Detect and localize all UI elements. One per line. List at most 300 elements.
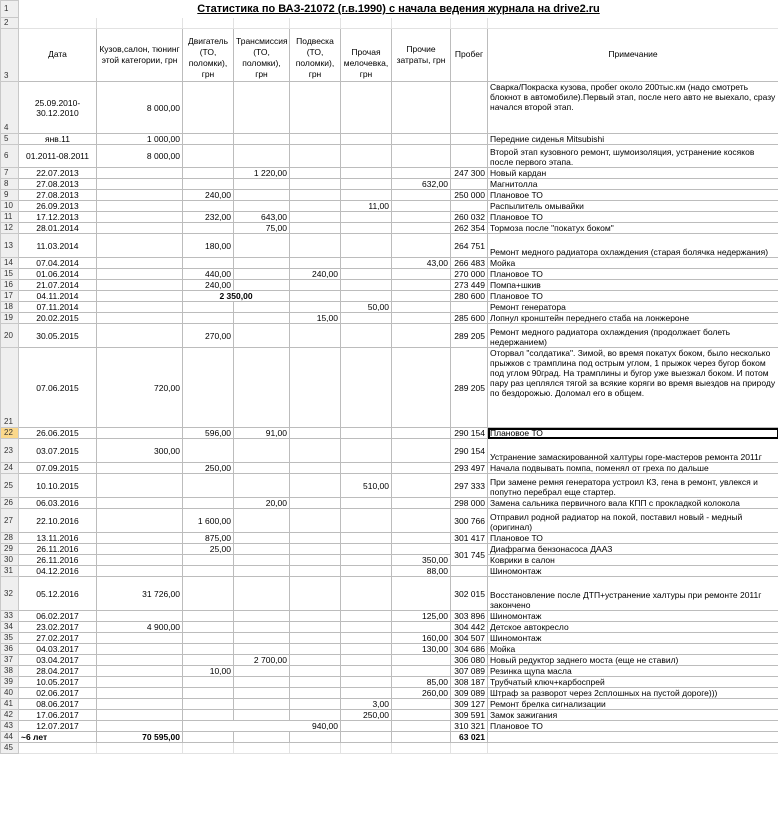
cell-date[interactable]: 27.08.2013 [19, 190, 97, 201]
cell-transmission[interactable] [234, 688, 290, 699]
cell-note[interactable]: Шиномонтаж [488, 611, 778, 622]
cell-mileage[interactable]: 310 321 [451, 721, 488, 732]
cell-other[interactable] [392, 168, 451, 179]
cell-mileage[interactable]: 306 080 [451, 655, 488, 666]
cell-body[interactable] [97, 688, 183, 699]
cell-engine[interactable] [183, 732, 234, 743]
row-header[interactable]: 38 [1, 666, 19, 677]
cell-mileage[interactable]: 63 021 [451, 732, 488, 743]
cell-engine[interactable] [183, 145, 234, 168]
cell-misc[interactable]: 510,00 [341, 474, 392, 498]
cell-other[interactable]: 160,00 [392, 633, 451, 644]
cell-other[interactable] [392, 212, 451, 223]
cell-other[interactable] [392, 134, 451, 145]
cell-note[interactable]: Ремонт брелка сигнализации [488, 699, 778, 710]
cell-other[interactable] [392, 509, 451, 533]
cell[interactable] [234, 743, 290, 754]
cell-mileage[interactable]: 247 300 [451, 168, 488, 179]
row-header[interactable]: 13 [1, 234, 19, 258]
cell-mileage[interactable]: 290 154 [451, 439, 488, 463]
cell-engine[interactable]: 875,00 [183, 533, 234, 544]
row-header[interactable]: 35 [1, 633, 19, 644]
cell-body[interactable]: 70 595,00 [97, 732, 183, 743]
cell-suspension[interactable] [290, 509, 341, 533]
cell-other[interactable]: 260,00 [392, 688, 451, 699]
cell-transmission[interactable] [234, 509, 290, 533]
cell-mileage[interactable] [451, 566, 488, 577]
cell-misc[interactable] [341, 439, 392, 463]
cell-note[interactable]: Ремонт генератора [488, 302, 778, 313]
cell-mileage[interactable]: 300 766 [451, 509, 488, 533]
cell-other[interactable] [392, 269, 451, 280]
cell-other[interactable] [392, 82, 451, 134]
cell-misc[interactable]: 50,00 [341, 302, 392, 313]
cell-transmission[interactable] [234, 699, 290, 710]
cell-other[interactable] [392, 655, 451, 666]
cell-suspension[interactable] [290, 655, 341, 666]
cell-misc[interactable] [341, 348, 392, 428]
cell-engine[interactable] [183, 566, 234, 577]
cell-other[interactable]: 85,00 [392, 677, 451, 688]
cell-transmission[interactable] [234, 280, 290, 291]
cell-note[interactable]: Лопнул кронштейн переднего стаба на лонжероне [488, 313, 778, 324]
cell-mileage[interactable]: 290 154 [451, 428, 488, 439]
cell-engine[interactable] [183, 555, 234, 566]
row-header[interactable]: 14 [1, 258, 19, 269]
cell-other[interactable] [392, 302, 451, 313]
cell-misc[interactable] [341, 498, 392, 509]
cell[interactable] [97, 743, 183, 754]
cell-mileage[interactable]: 270 000 [451, 269, 488, 280]
cell-engine[interactable] [183, 201, 234, 212]
cell-transmission[interactable] [234, 533, 290, 544]
cell-suspension[interactable] [290, 280, 341, 291]
cell-body[interactable] [97, 269, 183, 280]
cell-mileage[interactable]: 301 745 [451, 544, 488, 566]
cell-mileage[interactable]: 264 751 [451, 234, 488, 258]
cell-note[interactable]: Ремонт медного радиатора охлаждения (продолжает болеть недержанием) [488, 324, 778, 348]
cell[interactable] [19, 18, 97, 29]
cell-note[interactable]: Плановое ТО [488, 291, 778, 302]
cell-engine[interactable] [183, 633, 234, 644]
row-header[interactable]: 39 [1, 677, 19, 688]
cell-mileage[interactable]: 293 497 [451, 463, 488, 474]
cell-suspension[interactable] [290, 145, 341, 168]
cell-suspension[interactable] [290, 190, 341, 201]
cell-misc[interactable] [341, 463, 392, 474]
cell-mileage[interactable]: 304 507 [451, 633, 488, 644]
cell-transmission[interactable] [234, 179, 290, 190]
cell-date[interactable]: 04.03.2017 [19, 644, 97, 655]
cell-other[interactable] [392, 710, 451, 721]
cell-note[interactable]: Отправил родной радиатор на покой, поставил новый - медный (оригинал) [488, 509, 778, 533]
cell-body[interactable]: 31 726,00 [97, 577, 183, 611]
cell-date[interactable]: 13.11.2016 [19, 533, 97, 544]
cell-body[interactable]: 4 900,00 [97, 622, 183, 633]
cell-misc[interactable] [341, 721, 392, 732]
row-header[interactable]: 11 [1, 212, 19, 223]
cell-date[interactable]: 26.06.2015 [19, 428, 97, 439]
cell[interactable] [341, 18, 392, 29]
cell-mileage[interactable]: 309 089 [451, 688, 488, 699]
cell-engine[interactable]: 440,00 [183, 269, 234, 280]
cell-other[interactable] [392, 666, 451, 677]
cell-engine[interactable]: 180,00 [183, 234, 234, 258]
cell-suspension[interactable] [290, 134, 341, 145]
cell-transmission[interactable] [234, 732, 290, 743]
cell-engine[interactable]: 240,00 [183, 190, 234, 201]
cell-suspension[interactable] [290, 212, 341, 223]
cell-suspension[interactable] [290, 439, 341, 463]
cell[interactable] [451, 743, 488, 754]
cell-engine[interactable]: 240,00 [183, 280, 234, 291]
cell-note[interactable]: Распылитель омывайки [488, 201, 778, 212]
cell-suspension[interactable] [290, 533, 341, 544]
cell-date[interactable]: 22.10.2016 [19, 509, 97, 533]
cell-date[interactable]: 10.05.2017 [19, 677, 97, 688]
cell-misc[interactable] [341, 555, 392, 566]
cell-suspension[interactable] [290, 577, 341, 611]
row-header[interactable]: 19 [1, 313, 19, 324]
cell-other[interactable]: 632,00 [392, 179, 451, 190]
cell-other[interactable] [392, 291, 451, 302]
row-header[interactable]: 10 [1, 201, 19, 212]
cell-transmission[interactable] [234, 463, 290, 474]
cell-note[interactable]: Оторвал "солдатика". Зимой, во время покатух боком, было несколько прыжков с трамплина под острым углом, 1 прыжок через бугор боком под углом 90град. На трамплины и бугор уже выезжал боком. И потом пару раз цеплялся тягой за всякие коряги во время выездов на природу по бездорожью. Доломал его в общем. [488, 348, 778, 428]
cell-engine[interactable] [183, 498, 234, 509]
cell[interactable] [183, 743, 234, 754]
cell-misc[interactable] [341, 566, 392, 577]
cell-mileage[interactable] [451, 179, 488, 190]
cell-suspension[interactable] [290, 348, 341, 428]
cell-other[interactable] [392, 533, 451, 544]
cell-engine[interactable] [183, 348, 234, 428]
cell-misc[interactable] [341, 611, 392, 622]
cell-misc[interactable] [341, 577, 392, 611]
cell-other[interactable] [392, 190, 451, 201]
cell-misc[interactable] [341, 134, 392, 145]
cell-note[interactable]: Восстановление после ДТП+устранение халтуры при ремонте 2011г закончено [488, 577, 778, 611]
cell-date[interactable]: 02.06.2017 [19, 688, 97, 699]
cell-note[interactable]: Замок зажигания [488, 710, 778, 721]
cell-misc[interactable] [341, 313, 392, 324]
cell-body[interactable] [97, 474, 183, 498]
cell-note[interactable]: Плановое ТО [488, 212, 778, 223]
cell-other[interactable]: 88,00 [392, 566, 451, 577]
cell-transmission[interactable] [234, 666, 290, 677]
sheet-title[interactable]: Статистика по ВАЗ-21072 (г.в.1990) с начала ведения журнала на drive2.ru [19, 1, 778, 18]
cell[interactable] [488, 743, 778, 754]
header-body[interactable]: Кузов,салон, тюнинг этой категории, грн [97, 29, 183, 82]
cell-body[interactable] [97, 533, 183, 544]
cell-body[interactable] [97, 258, 183, 269]
cell-engine[interactable] [183, 677, 234, 688]
cell-body[interactable] [97, 168, 183, 179]
cell-note[interactable]: Замена сальника первичного вала КПП с прокладкой колокола [488, 498, 778, 509]
cell-misc[interactable] [341, 677, 392, 688]
cell-transmission[interactable] [234, 258, 290, 269]
cell[interactable] [19, 743, 97, 754]
cell-note[interactable]: Начала подвывать помпа, поменял от греха по дальше [488, 463, 778, 474]
cell-suspension[interactable] [290, 622, 341, 633]
cell-misc[interactable] [341, 269, 392, 280]
cell-other[interactable] [392, 223, 451, 234]
cell-date[interactable]: 17.06.2017 [19, 710, 97, 721]
row-header[interactable]: 1 [1, 1, 19, 18]
cell-transmission[interactable]: 91,00 [234, 428, 290, 439]
cell-engine[interactable] [183, 611, 234, 622]
cell-note[interactable]: Плановое ТО [488, 428, 778, 439]
cell-date[interactable]: 07.11.2014 [19, 302, 97, 313]
cell-transmission[interactable] [234, 302, 290, 313]
cell-date[interactable]: 20.02.2015 [19, 313, 97, 324]
cell-other[interactable]: 130,00 [392, 644, 451, 655]
cell-date[interactable]: 07.06.2015 [19, 348, 97, 428]
cell-suspension[interactable] [290, 474, 341, 498]
cell-note[interactable]: Тормоза после "покатух боком" [488, 223, 778, 234]
cell-body[interactable] [97, 428, 183, 439]
cell[interactable] [290, 18, 341, 29]
cell[interactable] [392, 18, 451, 29]
cell-body[interactable] [97, 190, 183, 201]
cell[interactable] [488, 18, 778, 29]
header-other[interactable]: Прочие затраты, грн [392, 29, 451, 82]
cell-misc[interactable] [341, 234, 392, 258]
cell-misc[interactable] [341, 428, 392, 439]
cell-body[interactable] [97, 201, 183, 212]
row-header[interactable]: 6 [1, 145, 19, 168]
cell-body[interactable] [97, 710, 183, 721]
cell-date[interactable]: 30.05.2015 [19, 324, 97, 348]
cell-date[interactable]: 12.07.2017 [19, 721, 97, 732]
row-header[interactable]: 34 [1, 622, 19, 633]
cell-misc[interactable] [341, 145, 392, 168]
cell-engine[interactable] [183, 439, 234, 463]
cell-suspension[interactable] [290, 168, 341, 179]
cell[interactable] [183, 18, 234, 29]
cell-note[interactable]: Плановое ТО [488, 269, 778, 280]
cell-misc[interactable] [341, 732, 392, 743]
cell-body[interactable] [97, 463, 183, 474]
row-header[interactable]: 36 [1, 644, 19, 655]
cell-other[interactable] [392, 699, 451, 710]
cell-date[interactable]: 27.02.2017 [19, 633, 97, 644]
cell-note[interactable]: Плановое ТО [488, 533, 778, 544]
cell-engine[interactable]: 25,00 [183, 544, 234, 555]
cell-body[interactable]: 720,00 [97, 348, 183, 428]
cell-mileage[interactable] [451, 145, 488, 168]
cell-mileage[interactable]: 303 896 [451, 611, 488, 622]
cell-date[interactable]: 17.12.2013 [19, 212, 97, 223]
cell-misc[interactable]: 250,00 [341, 710, 392, 721]
cell-transmission[interactable] [234, 577, 290, 611]
cell-note[interactable]: Новый редуктор заднего моста (еще не ставил) [488, 655, 778, 666]
cell-mileage[interactable]: 250 000 [451, 190, 488, 201]
cell-mileage[interactable]: 301 417 [451, 533, 488, 544]
cell-other[interactable] [392, 145, 451, 168]
cell-suspension[interactable] [290, 611, 341, 622]
cell-mileage[interactable] [451, 82, 488, 134]
cell-transmission[interactable] [234, 134, 290, 145]
cell-transmission[interactable] [234, 234, 290, 258]
row-header[interactable]: 9 [1, 190, 19, 201]
cell-mileage[interactable]: 289 205 [451, 324, 488, 348]
cell-other[interactable] [392, 622, 451, 633]
cell-mileage[interactable]: 289 205 [451, 348, 488, 428]
row-header[interactable]: 15 [1, 269, 19, 280]
cell-body[interactable] [97, 566, 183, 577]
cell[interactable] [392, 743, 451, 754]
cell-note[interactable]: Коврики в салон [488, 555, 778, 566]
cell-misc[interactable] [341, 82, 392, 134]
row-header[interactable]: 24 [1, 463, 19, 474]
row-header[interactable]: 17 [1, 291, 19, 302]
cell-note[interactable]: Плановое ТО [488, 190, 778, 201]
cell-body[interactable]: 300,00 [97, 439, 183, 463]
cell-body[interactable] [97, 313, 183, 324]
header-mileage[interactable]: Пробег [451, 29, 488, 82]
row-header[interactable]: 32 [1, 577, 19, 611]
cell-other[interactable] [392, 463, 451, 474]
header-date[interactable]: Дата [19, 29, 97, 82]
cell-misc[interactable] [341, 622, 392, 633]
cell-misc[interactable] [341, 212, 392, 223]
cell-other[interactable] [392, 721, 451, 732]
row-header[interactable]: 44 [1, 732, 19, 743]
cell-misc[interactable]: 3,00 [341, 699, 392, 710]
cell-engine[interactable] [183, 258, 234, 269]
cell-note[interactable]: Мойка [488, 644, 778, 655]
cell-note[interactable]: Шиномонтаж [488, 566, 778, 577]
cell-other[interactable] [392, 732, 451, 743]
cell-transmission[interactable] [234, 710, 290, 721]
cell-date[interactable]: 28.01.2014 [19, 223, 97, 234]
cell-note[interactable]: Штраф за разворот через 2сплошных на пустой дороге))) [488, 688, 778, 699]
cell-mileage[interactable]: 309 127 [451, 699, 488, 710]
cell-suspension[interactable] [290, 82, 341, 134]
cell-body[interactable] [97, 291, 183, 302]
cell-other[interactable] [392, 577, 451, 611]
cell-suspension[interactable] [290, 201, 341, 212]
cell-note[interactable] [488, 732, 778, 743]
cell-date[interactable]: 01.2011-08.2011 [19, 145, 97, 168]
cell-note[interactable]: Плановое ТО [488, 721, 778, 732]
cell-body[interactable] [97, 544, 183, 555]
cell-transmission[interactable]: 1 220,00 [234, 168, 290, 179]
cell-body[interactable] [97, 179, 183, 190]
cell-body[interactable] [97, 498, 183, 509]
cell[interactable] [341, 743, 392, 754]
cell-suspension[interactable] [290, 732, 341, 743]
cell-engine[interactable] [183, 474, 234, 498]
header-note[interactable]: Примечание [488, 29, 778, 82]
cell-body[interactable] [97, 677, 183, 688]
row-header[interactable]: 4 [1, 82, 19, 134]
cell[interactable] [97, 18, 183, 29]
cell-date[interactable]: 26.11.2016 [19, 544, 97, 555]
cell-date[interactable]: 06.03.2016 [19, 498, 97, 509]
cell-mileage[interactable]: 302 015 [451, 577, 488, 611]
cell-suspension[interactable] [290, 710, 341, 721]
row-header[interactable]: 45 [1, 743, 19, 754]
row-header[interactable]: 18 [1, 302, 19, 313]
cell-mileage[interactable]: 298 000 [451, 498, 488, 509]
cell-note[interactable]: Новый кардан [488, 168, 778, 179]
cell-note[interactable]: Детское автокресло [488, 622, 778, 633]
cell-date[interactable]: 26.09.2013 [19, 201, 97, 212]
cell-date[interactable]: 05.12.2016 [19, 577, 97, 611]
cell-transmission[interactable] [234, 190, 290, 201]
cell-transmission[interactable] [234, 269, 290, 280]
cell-suspension[interactable]: 15,00 [290, 313, 341, 324]
cell-engine[interactable] [183, 223, 234, 234]
cell-misc[interactable] [341, 688, 392, 699]
cell-note[interactable]: Магнитолла [488, 179, 778, 190]
row-header[interactable]: 29 [1, 544, 19, 555]
cell-engine[interactable] [183, 699, 234, 710]
cell-transmission[interactable]: 643,00 [234, 212, 290, 223]
row-header[interactable]: 21 [1, 348, 19, 428]
cell-mileage[interactable] [451, 134, 488, 145]
cell-date[interactable]: 21.07.2014 [19, 280, 97, 291]
cell-body[interactable] [97, 666, 183, 677]
cell-other[interactable] [392, 324, 451, 348]
cell-mileage[interactable]: 297 333 [451, 474, 488, 498]
cell-mileage[interactable]: 262 354 [451, 223, 488, 234]
cell-transmission[interactable] [234, 633, 290, 644]
cell-body[interactable] [97, 223, 183, 234]
cell-mileage[interactable]: 309 591 [451, 710, 488, 721]
cell-suspension[interactable] [290, 324, 341, 348]
cell-suspension[interactable] [290, 699, 341, 710]
cell-transmission[interactable] [234, 644, 290, 655]
cell-misc[interactable] [341, 533, 392, 544]
cell-date[interactable]: 04.12.2016 [19, 566, 97, 577]
cell-other[interactable] [392, 234, 451, 258]
cell-engine[interactable] [183, 313, 234, 324]
cell-body[interactable] [97, 324, 183, 348]
cell-body[interactable] [97, 699, 183, 710]
cell-note[interactable]: При замене ремня генератора устроил КЗ, гена в ремонт, увлекся и попутно перебрал еще стартер. [488, 474, 778, 498]
cell-suspension[interactable] [290, 463, 341, 474]
cell-mileage[interactable] [451, 201, 488, 212]
cell-note[interactable]: Ремонт медного радиатора охлаждения (старая болячка недержания) [488, 234, 778, 258]
cell-other[interactable] [392, 439, 451, 463]
cell-date[interactable]: 26.11.2016 [19, 555, 97, 566]
cell-other[interactable] [392, 428, 451, 439]
cell-note[interactable]: Шиномонтаж [488, 633, 778, 644]
cell-note[interactable]: Помпа+шкив [488, 280, 778, 291]
cell-body[interactable] [97, 234, 183, 258]
cell-transmission[interactable] [234, 544, 290, 555]
cell-engine[interactable] [183, 168, 234, 179]
cell-suspension[interactable] [290, 223, 341, 234]
row-header[interactable]: 5 [1, 134, 19, 145]
cell-engine[interactable] [183, 134, 234, 145]
cell-engine[interactable] [183, 655, 234, 666]
cell-date[interactable]: 10.10.2015 [19, 474, 97, 498]
row-header[interactable]: 12 [1, 223, 19, 234]
cell-misc[interactable] [341, 179, 392, 190]
cell-date[interactable]: 11.03.2014 [19, 234, 97, 258]
cell-other[interactable] [392, 498, 451, 509]
cell-engine[interactable] [183, 710, 234, 721]
row-header[interactable]: 22 [1, 428, 19, 439]
cell-note[interactable]: Мойка [488, 258, 778, 269]
cell-body[interactable] [97, 509, 183, 533]
cell-transmission[interactable] [234, 474, 290, 498]
cell-date[interactable]: 25.09.2010-30.12.2010 [19, 82, 97, 134]
